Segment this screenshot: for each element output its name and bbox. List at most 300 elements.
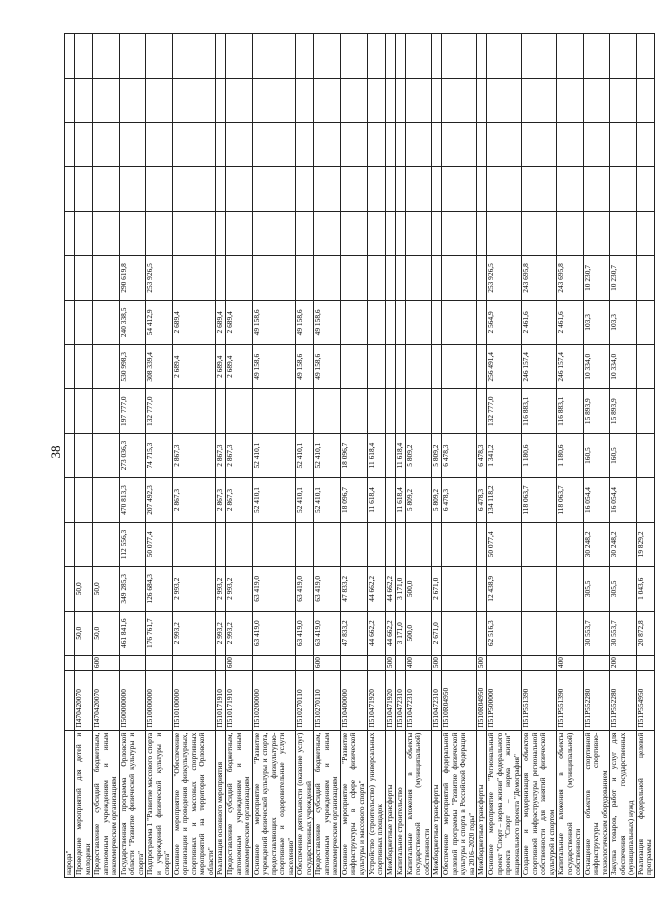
row-name-cell: Реализация основного мероприятия: [216, 730, 226, 877]
row-value-cell: 290 619,8: [119, 256, 146, 300]
row-value-cell: [93, 78, 120, 122]
row-value-cell: [522, 611, 557, 655]
row-value-cell: [226, 123, 253, 167]
row-value-cell: 207 492,3: [146, 478, 173, 522]
row-value-cell: [487, 34, 522, 79]
row-value-cell: [432, 256, 442, 300]
row-code-cell: П510171910: [226, 671, 253, 731]
row-value-cell: [395, 256, 405, 300]
row-value-cell: [405, 123, 432, 167]
row-value-cell: [296, 123, 314, 167]
row-value-cell: 30 553,7: [583, 611, 610, 655]
row-value-cell: 50,0: [93, 611, 120, 655]
row-value-cell: [216, 123, 226, 167]
row-value-cell: 50 077,4: [487, 522, 522, 566]
row-value-cell: [367, 211, 385, 255]
row-value-cell: [395, 34, 405, 79]
row-code-cell: П51Р551390: [522, 671, 557, 731]
table-row: [442, 34, 477, 878]
row-value-cell: 2 671,0: [432, 567, 442, 611]
row-value-cell: 2 867,3: [226, 433, 253, 477]
row-value-cell: 74 715,3: [146, 433, 173, 477]
row-expense-type-cell: 600: [314, 655, 341, 670]
row-code-cell: П510270110: [296, 671, 314, 731]
row-value-cell: 50 077,4: [146, 522, 173, 566]
row-value-cell: [75, 300, 93, 344]
row-value-cell: [405, 522, 432, 566]
row-value-cell: [557, 123, 584, 167]
row-name-cell: Капитальные вложения в объекты государственной (муниципальной) собственности: [405, 730, 432, 877]
table-row: [172, 34, 216, 878]
row-value-cell: 246 157,4: [522, 345, 557, 389]
row-code-cell: П470420070: [93, 671, 120, 731]
row-value-cell: [477, 522, 487, 566]
row-value-cell: 2 867,3: [172, 433, 216, 477]
row-value-cell: [385, 211, 395, 255]
row-name-cell: Межбюджетные трансферты: [432, 730, 442, 877]
row-name-cell: Межбюджетные трансферты: [477, 730, 487, 877]
row-value-cell: [119, 34, 146, 79]
row-name-cell: Оснащение объектов спортивной инфраструктуры спортивно-технологическим оборудованием: [583, 730, 610, 877]
row-value-cell: [340, 123, 367, 167]
row-value-cell: [367, 300, 385, 344]
row-value-cell: [172, 389, 216, 433]
row-value-cell: 47 833,2: [340, 567, 367, 611]
row-value-cell: 2 867,3: [216, 433, 226, 477]
row-value-cell: 2 867,3: [172, 478, 216, 522]
row-value-cell: [75, 256, 93, 300]
row-value-cell: [65, 256, 75, 300]
table-row: [296, 34, 314, 878]
row-value-cell: [172, 167, 216, 211]
row-value-cell: [442, 256, 477, 300]
row-value-cell: [432, 300, 442, 344]
row-expense-type-cell: [395, 655, 405, 670]
row-value-cell: 62 516,3: [487, 611, 522, 655]
row-value-cell: [226, 34, 253, 79]
budget-table: [64, 33, 655, 878]
row-name-cell: Предоставление субсидий бюджетным, автономным учреждениям и иным некоммерческим организациям: [93, 730, 120, 877]
row-value-cell: [432, 345, 442, 389]
row-value-cell: 49 158,6: [252, 345, 296, 389]
row-value-cell: [296, 389, 314, 433]
row-name-cell: Подпрограмма 1 "Развитие массового спорта и учреждений физической культуры и спорта": [146, 730, 173, 877]
row-value-cell: 273 036,3: [119, 433, 146, 477]
row-name-cell: Устройство (строительство) универсальных спортивных площадок: [367, 730, 385, 877]
row-value-cell: [477, 78, 487, 122]
row-value-cell: [216, 167, 226, 211]
row-value-cell: [395, 522, 405, 566]
table-row: [487, 34, 522, 878]
row-value-cell: 5 809,2: [405, 433, 432, 477]
row-value-cell: [405, 345, 432, 389]
row-value-cell: 240 338,5: [119, 300, 146, 344]
row-value-cell: [610, 34, 637, 79]
row-value-cell: 47 833,2: [340, 611, 367, 655]
row-value-cell: [557, 611, 584, 655]
row-value-cell: 112 556,3: [119, 522, 146, 566]
row-value-cell: [172, 211, 216, 255]
row-value-cell: 461 841,6: [119, 611, 146, 655]
row-value-cell: [487, 211, 522, 255]
row-value-cell: [367, 389, 385, 433]
row-name-cell: Основное мероприятие "Обеспечение организации и проведения физкультурных, спортивных и массовых спортивных мероприятий на территории Орловской области": [172, 730, 216, 877]
row-value-cell: [314, 522, 341, 566]
row-value-cell: [442, 211, 477, 255]
row-value-cell: [119, 167, 146, 211]
row-value-cell: 160,5: [610, 433, 637, 477]
row-value-cell: 50,0: [75, 611, 93, 655]
row-value-cell: [65, 433, 75, 477]
row-value-cell: [395, 167, 405, 211]
row-value-cell: [522, 167, 557, 211]
row-value-cell: [557, 34, 584, 79]
row-value-cell: [226, 211, 253, 255]
row-value-cell: 49 158,6: [296, 300, 314, 344]
row-value-cell: [296, 522, 314, 566]
row-value-cell: [432, 78, 442, 122]
table-row: [405, 34, 432, 878]
row-value-cell: [93, 34, 120, 79]
row-value-cell: [314, 34, 341, 79]
row-value-cell: 197 777,0: [119, 389, 146, 433]
row-value-cell: [583, 167, 610, 211]
row-value-cell: [65, 389, 75, 433]
row-value-cell: [636, 123, 654, 167]
row-value-cell: 3 171,0: [395, 611, 405, 655]
row-value-cell: [477, 211, 487, 255]
row-value-cell: [442, 567, 477, 611]
row-value-cell: [75, 345, 93, 389]
row-value-cell: 12 438,9: [487, 567, 522, 611]
row-value-cell: [216, 522, 226, 566]
row-value-cell: 18 096,7: [340, 433, 367, 477]
row-value-cell: [65, 123, 75, 167]
row-code-cell: П500000000: [119, 671, 146, 731]
row-value-cell: [226, 256, 253, 300]
row-value-cell: 30 248,2: [610, 522, 637, 566]
row-value-cell: 3 171,0: [395, 567, 405, 611]
row-value-cell: [314, 78, 341, 122]
row-value-cell: 50,0: [93, 567, 120, 611]
row-value-cell: [340, 78, 367, 122]
row-code-cell: П510472310: [432, 671, 442, 731]
row-value-cell: 500,0: [405, 611, 432, 655]
row-expense-type-cell: [216, 655, 226, 670]
row-value-cell: [172, 123, 216, 167]
row-value-cell: [477, 567, 487, 611]
row-value-cell: [252, 167, 296, 211]
row-expense-type-cell: [119, 655, 146, 670]
row-value-cell: [146, 167, 173, 211]
row-value-cell: 20 872,8: [636, 611, 654, 655]
row-value-cell: 10 334,0: [610, 345, 637, 389]
row-value-cell: 2 993,2: [172, 567, 216, 611]
row-value-cell: [583, 78, 610, 122]
rotated-table-wrapper: [64, 33, 654, 878]
row-value-cell: 256 491,4: [487, 345, 522, 389]
row-name-cell: Создание и модернизация объектов спортивной инфраструктуры региональной собственности для занятий физической культурой и спортом: [522, 730, 557, 877]
row-value-cell: 103,3: [610, 300, 637, 344]
table-row: [385, 34, 395, 878]
row-value-cell: 54 412,9: [146, 300, 173, 344]
row-value-cell: 15 893,9: [583, 389, 610, 433]
row-value-cell: [226, 78, 253, 122]
row-value-cell: 118 063,7: [557, 478, 584, 522]
row-value-cell: [522, 123, 557, 167]
row-value-cell: [119, 123, 146, 167]
row-value-cell: [405, 389, 432, 433]
row-value-cell: 2 993,2: [216, 567, 226, 611]
row-value-cell: [340, 389, 367, 433]
row-value-cell: [636, 78, 654, 122]
row-value-cell: [432, 167, 442, 211]
row-value-cell: 246 157,4: [557, 345, 584, 389]
row-value-cell: 10 230,7: [583, 256, 610, 300]
row-value-cell: [442, 300, 477, 344]
row-value-cell: [93, 389, 120, 433]
row-expense-type-cell: [172, 655, 216, 670]
table-row: [340, 34, 367, 878]
row-value-cell: 52 410,1: [296, 433, 314, 477]
row-value-cell: [405, 78, 432, 122]
row-value-cell: 2 867,3: [216, 478, 226, 522]
row-code-cell: [65, 671, 75, 731]
table-row: [314, 34, 341, 878]
row-value-cell: [367, 123, 385, 167]
row-value-cell: 49 158,6: [296, 345, 314, 389]
row-value-cell: [405, 211, 432, 255]
row-value-cell: 2 689,4: [216, 345, 226, 389]
row-value-cell: [395, 300, 405, 344]
row-value-cell: [477, 34, 487, 79]
table-row: [432, 34, 442, 878]
row-value-cell: [395, 345, 405, 389]
row-value-cell: [146, 78, 173, 122]
row-value-cell: [432, 123, 442, 167]
row-code-cell: П510100000: [172, 671, 216, 731]
row-value-cell: [252, 34, 296, 79]
row-name-cell: Капитальное строительство: [395, 730, 405, 877]
row-value-cell: [610, 78, 637, 122]
row-expense-type-cell: 200: [610, 655, 637, 670]
row-expense-type-cell: [442, 655, 477, 670]
row-value-cell: 10 230,7: [610, 256, 637, 300]
row-value-cell: 52 410,1: [314, 433, 341, 477]
row-value-cell: 2 867,3: [226, 478, 253, 522]
row-value-cell: 470 813,3: [119, 478, 146, 522]
row-name-cell: Проведение мероприятий для детей и молодежи: [75, 730, 93, 877]
row-value-cell: [146, 123, 173, 167]
row-value-cell: 116 883,1: [522, 389, 557, 433]
table-row: [75, 34, 93, 878]
row-value-cell: [216, 211, 226, 255]
row-value-cell: [340, 522, 367, 566]
row-value-cell: [75, 389, 93, 433]
row-value-cell: [442, 78, 477, 122]
row-value-cell: [367, 256, 385, 300]
row-value-cell: [405, 300, 432, 344]
row-value-cell: [226, 389, 253, 433]
row-value-cell: [75, 123, 93, 167]
row-value-cell: [610, 211, 637, 255]
row-value-cell: 176 761,7: [146, 611, 173, 655]
row-value-cell: 18 096,7: [340, 478, 367, 522]
row-value-cell: 10 334,0: [583, 345, 610, 389]
row-value-cell: [385, 478, 395, 522]
row-value-cell: [395, 389, 405, 433]
row-value-cell: [557, 167, 584, 211]
row-value-cell: [395, 123, 405, 167]
row-code-cell: П510472310: [405, 671, 432, 731]
row-value-cell: [477, 389, 487, 433]
row-value-cell: [340, 211, 367, 255]
row-code-cell: П510000000: [146, 671, 173, 731]
row-value-cell: 160,5: [583, 433, 610, 477]
row-value-cell: [172, 34, 216, 79]
row-value-cell: 1 180,6: [557, 433, 584, 477]
row-value-cell: [93, 211, 120, 255]
row-value-cell: [385, 522, 395, 566]
row-value-cell: [65, 522, 75, 566]
row-value-cell: 6 478,3: [442, 478, 477, 522]
row-value-cell: 5 809,2: [405, 478, 432, 522]
row-name-cell: Межбюджетные трансферты: [385, 730, 395, 877]
row-value-cell: [75, 478, 93, 522]
row-value-cell: [65, 567, 75, 611]
row-value-cell: [314, 167, 341, 211]
row-name-cell: Закупка товаров, работ и услуг для обеспечения государственных (муниципальных) нужд: [610, 730, 637, 877]
row-value-cell: 116 883,1: [557, 389, 584, 433]
row-value-cell: 63 419,0: [314, 611, 341, 655]
page-number: 38: [48, 445, 63, 459]
table-row: [522, 34, 557, 878]
row-code-cell: П510471920: [367, 671, 385, 731]
row-code-cell: П51Р554950: [636, 671, 654, 731]
row-value-cell: 243 695,8: [522, 256, 557, 300]
row-code-cell: П510472310: [395, 671, 405, 731]
row-name-cell: Обеспечение деятельности (оказание услуг) государственных учреждений: [296, 730, 314, 877]
row-value-cell: [65, 478, 75, 522]
row-expense-type-cell: [487, 655, 522, 670]
row-value-cell: 2 689,4: [226, 345, 253, 389]
row-value-cell: 52 410,1: [314, 478, 341, 522]
row-value-cell: [216, 256, 226, 300]
row-value-cell: [442, 345, 477, 389]
row-value-cell: 44 662,2: [367, 567, 385, 611]
row-value-cell: 11 618,4: [367, 433, 385, 477]
row-expense-type-cell: [296, 655, 314, 670]
table-row: [395, 34, 405, 878]
row-value-cell: [65, 78, 75, 122]
row-value-cell: 11 618,4: [395, 433, 405, 477]
row-code-cell: П510R04950: [442, 671, 477, 731]
row-value-cell: [216, 34, 226, 79]
row-code-cell: П510R04950: [477, 671, 487, 731]
row-value-cell: [75, 522, 93, 566]
row-value-cell: 1 180,6: [522, 433, 557, 477]
row-value-cell: [65, 167, 75, 211]
row-value-cell: [432, 211, 442, 255]
row-code-cell: П510171910: [216, 671, 226, 731]
row-value-cell: 6 478,3: [477, 433, 487, 477]
row-code-cell: П470420070: [75, 671, 93, 731]
table-row: [557, 34, 584, 878]
row-value-cell: [487, 123, 522, 167]
row-value-cell: [636, 300, 654, 344]
row-value-cell: [367, 78, 385, 122]
row-value-cell: [636, 256, 654, 300]
row-value-cell: 52 410,1: [296, 478, 314, 522]
row-value-cell: 2 993,2: [172, 611, 216, 655]
row-expense-type-cell: [636, 655, 654, 670]
row-value-cell: [385, 256, 395, 300]
row-value-cell: [296, 34, 314, 79]
row-value-cell: [340, 300, 367, 344]
row-value-cell: [296, 78, 314, 122]
row-value-cell: [442, 167, 477, 211]
row-value-cell: 63 419,0: [252, 611, 296, 655]
row-value-cell: 2 689,4: [172, 345, 216, 389]
row-value-cell: 44 662,2: [367, 611, 385, 655]
row-value-cell: [93, 300, 120, 344]
row-value-cell: [405, 34, 432, 79]
row-value-cell: [385, 433, 395, 477]
row-value-cell: [252, 256, 296, 300]
row-code-cell: П510471920: [385, 671, 395, 731]
row-value-cell: [522, 78, 557, 122]
row-value-cell: [583, 123, 610, 167]
row-value-cell: [432, 34, 442, 79]
row-value-cell: 2 993,2: [216, 611, 226, 655]
row-value-cell: [385, 34, 395, 79]
row-value-cell: [65, 300, 75, 344]
row-value-cell: 50,0: [75, 567, 93, 611]
row-value-cell: [252, 522, 296, 566]
row-value-cell: 2 461,6: [557, 300, 584, 344]
row-value-cell: 2 671,0: [432, 611, 442, 655]
row-value-cell: [442, 389, 477, 433]
row-value-cell: [75, 34, 93, 79]
row-expense-type-cell: 600: [93, 655, 120, 670]
row-value-cell: 52 410,1: [252, 478, 296, 522]
row-value-cell: 349 285,3: [119, 567, 146, 611]
row-value-cell: [75, 433, 93, 477]
row-code-cell: П510200000: [252, 671, 296, 731]
row-value-cell: [93, 522, 120, 566]
row-value-cell: 5 809,2: [432, 433, 442, 477]
row-value-cell: [314, 211, 341, 255]
row-code-cell: П51Р552280: [583, 671, 610, 731]
row-expense-type-cell: 500: [432, 655, 442, 670]
row-value-cell: [340, 345, 367, 389]
row-value-cell: [395, 78, 405, 122]
row-name-cell: Основное мероприятие "Региональный проект "Спорт – норма жизни" федерального проекта "Спорт – норма жизни" национального проекта "Демография": [487, 730, 522, 877]
row-value-cell: [487, 167, 522, 211]
row-value-cell: 6 478,3: [442, 433, 477, 477]
row-value-cell: [172, 78, 216, 122]
row-value-cell: [340, 256, 367, 300]
row-value-cell: [172, 256, 216, 300]
row-value-cell: [75, 78, 93, 122]
row-expense-type-cell: [522, 655, 557, 670]
row-value-cell: [432, 389, 442, 433]
row-value-cell: [442, 34, 477, 79]
row-value-cell: [610, 123, 637, 167]
row-expense-type-cell: [65, 655, 75, 670]
row-code-cell: П51Р551390: [557, 671, 584, 731]
row-value-cell: [314, 123, 341, 167]
